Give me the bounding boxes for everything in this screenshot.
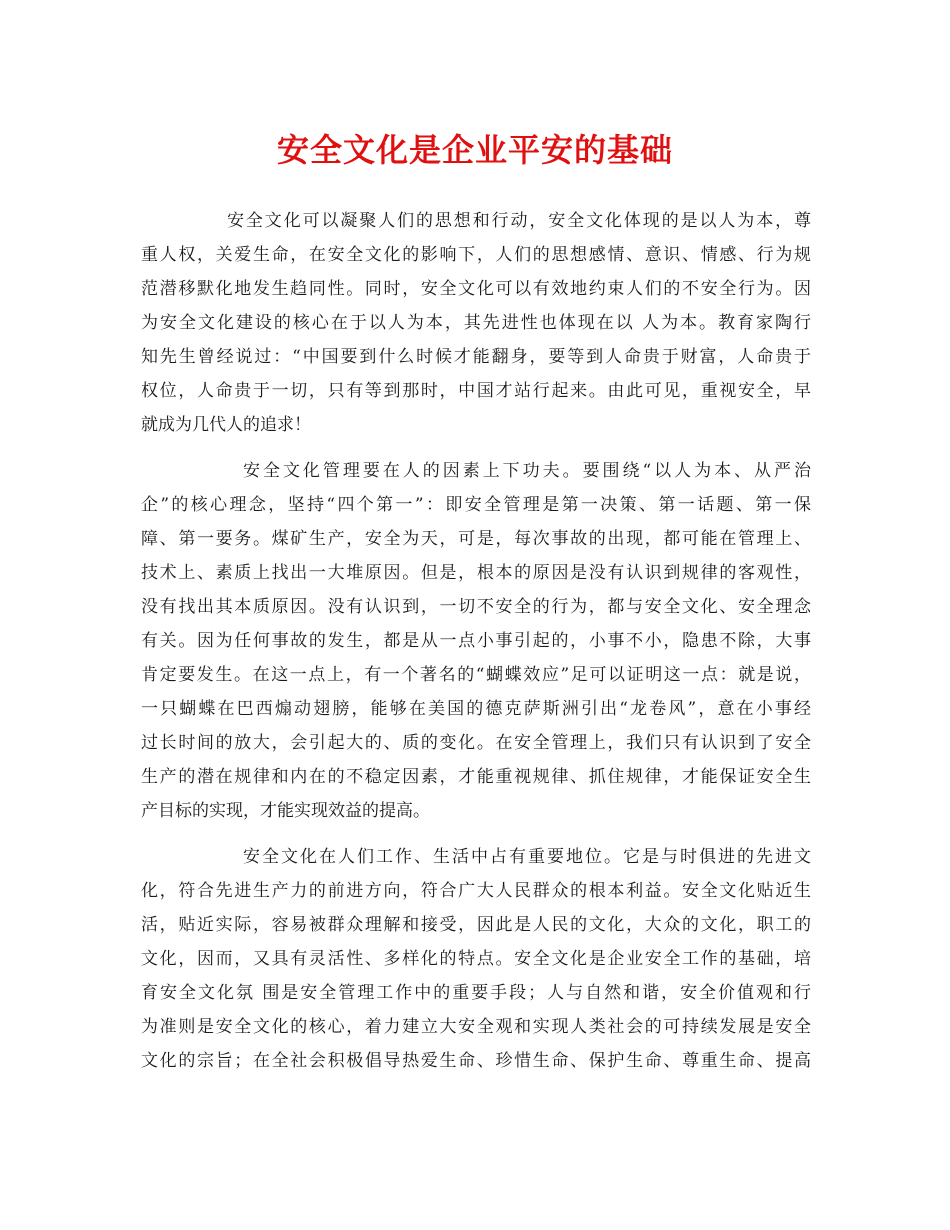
paragraph-2-line-8: 一只蝴蝶在巴西煽动翅膀，能够在美国的德克萨斯洲引出“龙卷风”，意在小事经 (141, 699, 811, 719)
paragraph-1-line-1: 安全文化可以凝聚人们的思想和行动，安全文化体现的是以人为本，尊 (227, 211, 811, 231)
paragraph-3-line-7: 文化的宗旨；在全社会积极倡导热爱生命、珍惜生命、保护生命、尊重生命、提高 (141, 1051, 811, 1071)
paragraph-2-line-6: 有关。因为任何事故的发生，都是从一点小事引起的，小事不小，隐患不除，大事 (141, 631, 811, 651)
paragraph-2-line-5: 没有找出其本质原因。没有认识到，一切不安全的行为，都与安全文化、安全理念 (141, 597, 811, 617)
paragraph-2-line-9: 过长时间的放大，会引起大的、质的变化。在安全管理上，我们只有认识到了安全 (141, 733, 811, 753)
paragraph-1-line-5: 知先生曾经说过：“中国要到什么时候才能翻身，要等到人命贵于财富，人命贵于 (141, 347, 811, 367)
paragraph-1-line-4: 为安全文化建设的核心在于以人为本，其先进性也体现在以 人为本。教育家陶行 (141, 313, 811, 333)
paragraph-3-line-4: 文化，因而，又具有灵活性、多样化的特点。安全文化是企业安全工作的基础，培 (141, 949, 811, 969)
paragraph-3-line-1: 安全文化在人们工作、生活中占有重要地位。它是与时俱进的先进文 (243, 847, 811, 867)
paragraph-2-line-2: 企”的核心理念，坚持“四个第一”：即安全管理是第一决策、第一话题、第一保 (141, 495, 811, 515)
paragraph-3-line-2: 化，符合先进生产力的前进方向，符合广大人民群众的根本利益。安全文化贴近生 (141, 881, 811, 901)
paragraph-1-line-2: 重人权，关爱生命，在安全文化的影响下，人们的思想感情、意识、情感、行为规 (141, 245, 811, 265)
paragraph-2-line-10: 生产的潜在规律和内在的不稳定因素，才能重视规律、抓住规律，才能保证安全生 (141, 767, 811, 787)
paragraph-3-line-5: 育安全文化氛 围是安全管理工作中的重要手段；人与自然和谐，安全价值观和行 (141, 983, 811, 1003)
paragraph-3-line-6: 为准则是安全文化的核心，着力建立大安全观和实现人类社会的可持续发展是安全 (141, 1017, 811, 1037)
document-title: 安全文化是企业平安的基础 (276, 131, 673, 169)
paragraph-2-line-11: 产目标的实现，才能实现效益的提高。 (141, 801, 430, 821)
paragraph-1-line-7: 就成为几代人的追求！ (141, 415, 311, 435)
paragraph-2-line-7: 肯定要发生。在这一点上，有一个著名的“蝴蝶效应”足可以证明这一点：就是说， (141, 665, 811, 685)
paragraph-2-line-3: 障、第一要务。煤矿生产，安全为天，可是，每次事故的出现，都可能在管理上、 (141, 529, 811, 549)
paragraph-2-line-1: 安全文化管理要在人的因素上下功夫。要围绕“以人为本、从严治 (243, 461, 811, 481)
paragraph-1-line-3: 范潜移默化地发生趋同性。同时，安全文化可以有效地约束人们的不安全行为。因 (141, 279, 811, 299)
paragraph-3-line-3: 活，贴近实际，容易被群众理解和接受，因此是人民的文化，大众的文化，职工的 (141, 915, 811, 935)
paragraph-2-line-4: 技术上、素质上找出一大堆原因。但是，根本的原因是没有认识到规律的客观性， (141, 563, 811, 583)
paragraph-1-line-6: 权位，人命贵于一切，只有等到那时，中国才站行起来。由此可见，重视安全，早 (141, 381, 811, 401)
